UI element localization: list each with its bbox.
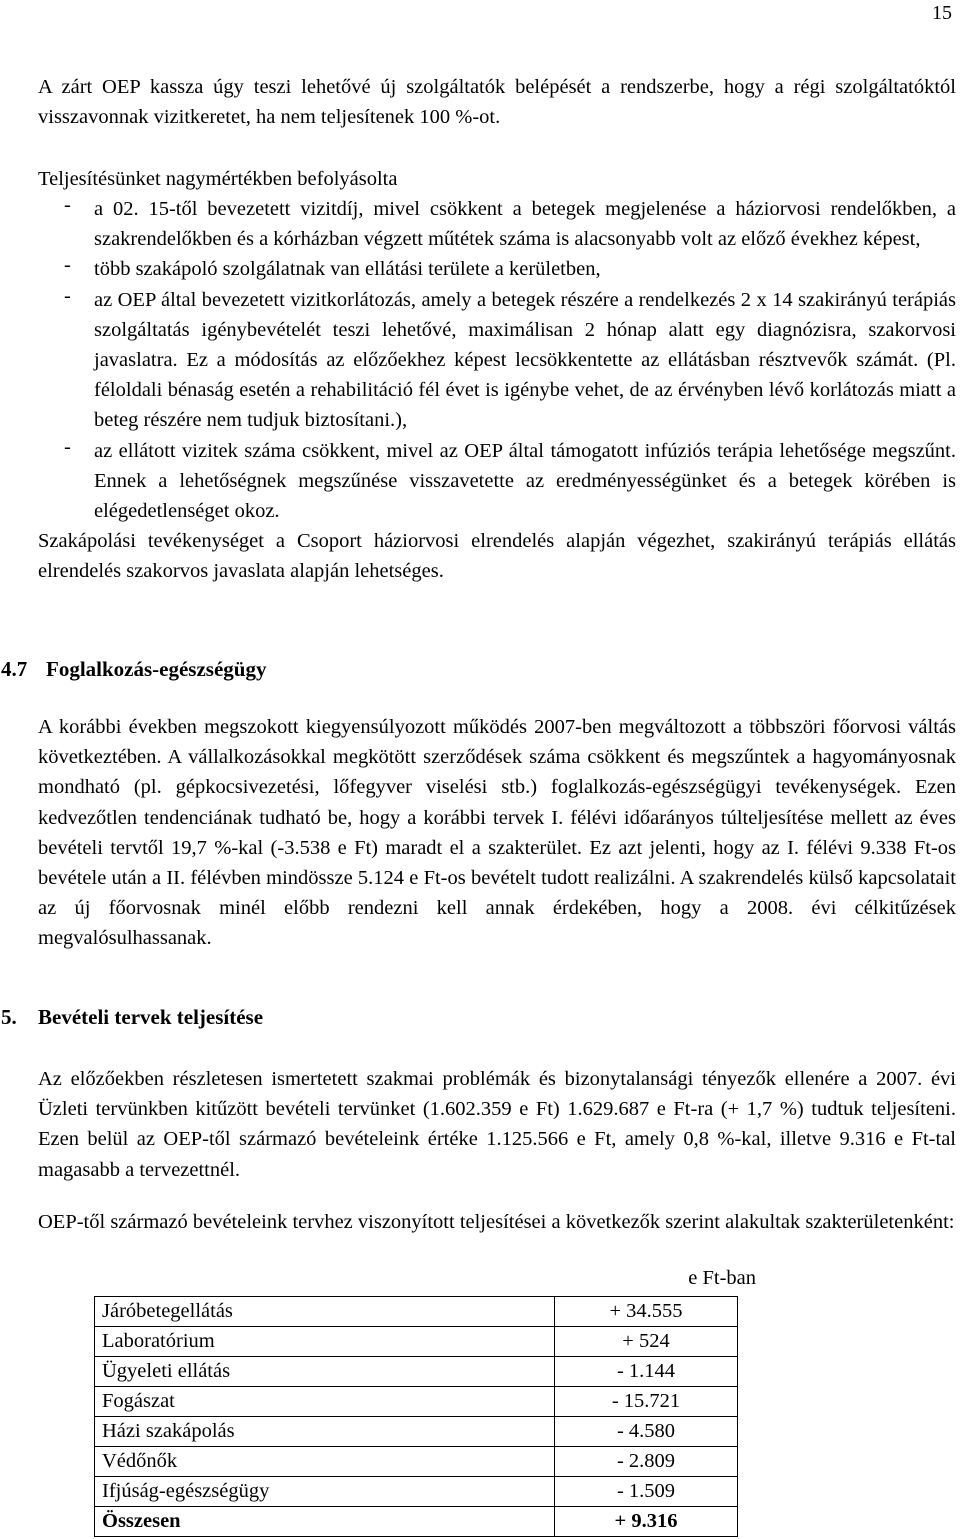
row-value: - 1.144	[555, 1357, 738, 1387]
row-label: Járóbetegellátás	[95, 1297, 555, 1327]
row-label: Összesen	[95, 1507, 555, 1537]
section-5-paragraph-1: Az előzőekben részletesen ismertetett szakmai problémák és bizonytalansági tényezők ellenére a 2007. évi Üzleti tervünkben kitűzött bevételi tervünket (1.602.359 e Ft) 1.629.687 e Ft-ra (+ 1,7 %) tudtuk teljesíteni. Ezen belül az OEP-től származó bevételeink értéke 1.125.566 e Ft, amely 0,8 %-kal, illetve 9.316 e Ft-tal magasabb a tervezettnél.	[38, 1068, 956, 1181]
page-number: 15	[932, 2, 952, 24]
section-number: 4.7	[1, 657, 28, 681]
intro-paragraph-1: A zárt OEP kassza úgy teszi lehetővé új szolgáltatók belépését a rendszerbe, hogy a régi szolgáltatóktól visszavonnak vizitkeretet, ha nem teljesítenek 100 %-ot.	[38, 76, 956, 129]
row-label: Ügyeleti ellátás	[95, 1357, 555, 1387]
section-5-paragraph-2: OEP-től származó bevételeink tervhez viszonyított teljesítései a következők szerint alakultak szakterületenként:	[38, 1211, 955, 1233]
table-row	[95, 1387, 738, 1417]
row-label: Fogászat	[95, 1387, 555, 1417]
table-unit-label: e Ft-ban	[688, 1267, 756, 1289]
row-value: - 4.580	[555, 1417, 738, 1447]
intro-paragraph-3: Szakápolási tevékenységet a Csoport háziorvosi elrendelés alapján végezhet, szakirányú terápiás ellátás elrendelés szakorvos javaslata alapján lehetséges.	[38, 530, 956, 583]
section-heading-5	[1, 1005, 263, 1030]
table-row	[95, 1417, 738, 1447]
row-value: + 524	[555, 1327, 738, 1357]
section-title: Bevételi tervek teljesítése	[38, 1005, 264, 1029]
table-row	[95, 1447, 738, 1477]
list-item	[38, 436, 956, 527]
row-value: + 9.316	[555, 1507, 738, 1537]
section-title: Foglalkozás-egészségügy	[46, 657, 267, 681]
intro-paragraph-2: Teljesítésünket nagymértékben befolyásolta	[38, 168, 398, 190]
list-item-text: az ellátott vizitek száma csökkent, mivel az OEP által támogatott infúziós terápia lehetősége megszűnt. Ennek a lehetőségnek megszűnése visszavetette az eredményességünket és a betegek körében is elégedetlenséget okoz.	[94, 439, 956, 523]
list-item	[38, 254, 956, 284]
row-value: - 2.809	[555, 1447, 738, 1477]
row-label: Laboratórium	[95, 1327, 555, 1357]
row-label: Védőnők	[95, 1447, 555, 1477]
list-item	[38, 194, 956, 254]
intro-list	[38, 194, 956, 587]
list-dash: -	[64, 194, 71, 216]
table-row	[95, 1477, 738, 1507]
list-dash: -	[64, 284, 71, 307]
table-total-row	[95, 1507, 738, 1537]
section-number: 5.	[1, 1005, 17, 1029]
row-value: + 34.555	[555, 1297, 738, 1327]
revenue-table	[94, 1296, 738, 1537]
table-row	[95, 1327, 738, 1357]
list-dash: -	[64, 435, 71, 458]
table-row	[95, 1357, 738, 1387]
table-row	[95, 1297, 738, 1327]
row-label: Ifjúság-egészségügy	[95, 1477, 555, 1507]
list-item	[38, 285, 956, 436]
list-item-text: több szakápoló szolgálatnak van ellátási területe a kerületben,	[94, 258, 601, 281]
section-4-7-body: A korábbi években megszokott kiegyensúlyozott működés 2007-ben megváltozott a többszöri főorvosi váltás következtében. A vállalkozásokkal megkötött szerződések száma csökkent és megszűntek a hagyományosnak mondható (pl. gépkocsivezetési, lőfegyver viselési stb.) foglalkozás-egészségügyi tevékenységek. Ezen kedvezőtlen tendenciának tudható be, hogy a korábbi tervek I. félévi időarányos túlteljesítése mellett az éves bevételi tervtől 19,7 %-kal (-3.538 e Ft) maradt el a szakterület. Ez azt jelenti, hogy az I. félévi 9.338 Ft-os bevétele után a II. félévben mindössze 5.124 e Ft-os bevételt tudott realizálni. A szakrendelés külső kapcsolatait az új főorvosnak minél előbb rendezni kell annak érdekében, hogy a 2008. évi célkitűzések megvalósulhassanak.	[38, 716, 956, 950]
row-label: Házi szakápolás	[95, 1417, 555, 1447]
list-item-text: a 02. 15-től bevezetett vizitdíj, mivel csökkent a betegek megjelenése a háziorvosi rendelőkben, a szakrendelőkben és a kórházban végzett műtétek száma is alacsonyabb volt az előző évekhez képest,	[94, 198, 956, 251]
list-dash: -	[64, 254, 71, 277]
section-heading-4-7	[1, 657, 266, 682]
list-item-text: az OEP által bevezetett vizitkorlátozás, amely a betegek részére a rendelkezés 2 x 14 szakirányú terápiás szolgáltatás igénybevételét teszi lehetővé, maximálisan 2 hónap alatt egy diagnózisra, szakorvosi javaslatra. Ez a módosítás az előzőekhez képest lecsökkentette az ellátásban résztvevők számát. (Pl. féloldali bénaság esetén a rehabilitáció fél évet is igénybe vehet, de az érvényben lévő korlátozás miatt a beteg részére nem tudjuk biztosítani.),	[94, 288, 956, 432]
row-value: - 15.721	[555, 1387, 738, 1417]
row-value: - 1.509	[555, 1477, 738, 1507]
